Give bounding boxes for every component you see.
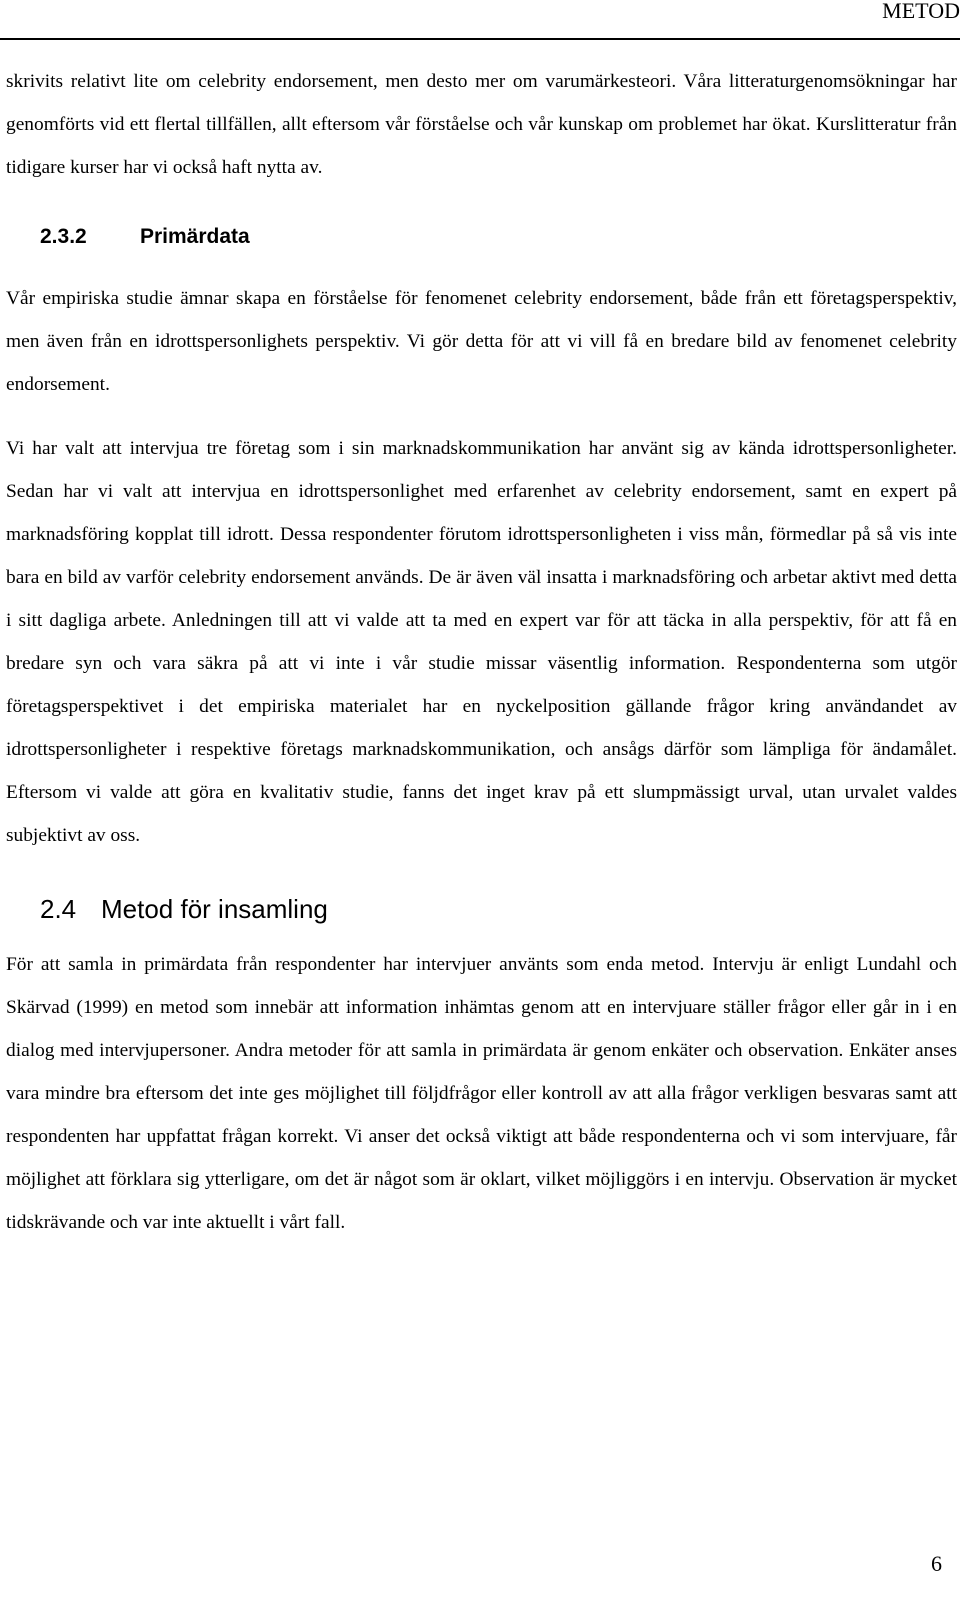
section-title: Primärdata (140, 225, 250, 248)
page-body (6, 60, 957, 1244)
section-number: 2.4 (40, 894, 77, 924)
paragraph-metod-for-insamling: För att samla in primärdata från respondenter har intervjuer använts som enda metod. Intervju är enligt Lundahl och Skärvad (1999) en metod som innebär att information inhämtas genom att en intervjuare ställer frågor eller går in i en dialog med intervjupersoner. Andra metoder för att samla in primärdata är genom enkäter och observation. Enkäter anses vara mindre bra eftersom det inte ges möjlighet till följdfrågor eller kontroll av att alla frågor verkligen besvaras samt att respondenten har uppfattat frågan korrekt. Vi anser det också viktigt att både respondenterna och vi som intervjuare, får möjlighet att förklara sig ytterligare, om det är något som är oklart, vilket möjliggörs i en intervju. Observation är mycket tidskrävande och var inte aktuellt i vårt fall. (6, 954, 957, 1233)
paragraph-primardata-2: Vi har valt att intervjua tre företag som i sin marknadskommunikation har använt sig av kända idrottspersonligheter. Sedan har vi valt att intervjua en idrottspersonlighet med erfarenhet av celebrity endorsement, samt en expert på marknadsföring kopplat till idrott. Dessa respondenter förutom idrottspersonligheten i viss mån, förmedlar på så vis inte bara en bild av varför celebrity endorsement används. De är även väl insatta i marknadsföring och arbetar aktivt med detta i sitt dagliga arbete. Anledningen till att vi valde att ta med en expert var för att täcka in alla perspektiv, för att få en bredare syn och vara säkra på att vi inte i vår studie missar väsentlig information. Respondenterna som utgör företagsperspektivet i det empiriska materialet har en nyckelposition gällande frågor kring användandet av idrottspersonligheter i respektive företags marknadskommunikation, och ansågs därför som lämpliga för ändamålet. Eftersom vi valde att göra en kvalitativ studie, fanns det inget krav på ett slumpmässigt urval, utan urvalet valdes subjektivt av oss. (6, 438, 957, 846)
section-title: Metod för insamling (101, 894, 328, 924)
section-heading-metod-for-insamling (40, 892, 957, 926)
page-number: 6 (931, 1551, 942, 1576)
running-header-title: METOD (882, 0, 960, 23)
paragraph-continuation: skrivits relativt lite om celebrity endorsement, men desto mer om varumärkesteori. Våra litteraturgenomsökningar har genomförts vid ett flertal tillfällen, allt eftersom vår förståelse och vår kunskap om problemet har ökat. Kurslitteratur från tidigare kurser har vi också haft nytta av. (6, 71, 957, 178)
section-number: 2.3.2 (40, 225, 87, 248)
paragraph-primardata-1: Vår empiriska studie ämnar skapa en förståelse för fenomenet celebrity endorsement, både från ett företagsperspektiv, men även från en idrottspersonlighets perspektiv. Vi gör detta för att vi vill få en bredare bild av fenomenet celebrity endorsement. (6, 288, 957, 395)
section-heading-primardata (40, 223, 957, 251)
header-rule (0, 38, 960, 40)
